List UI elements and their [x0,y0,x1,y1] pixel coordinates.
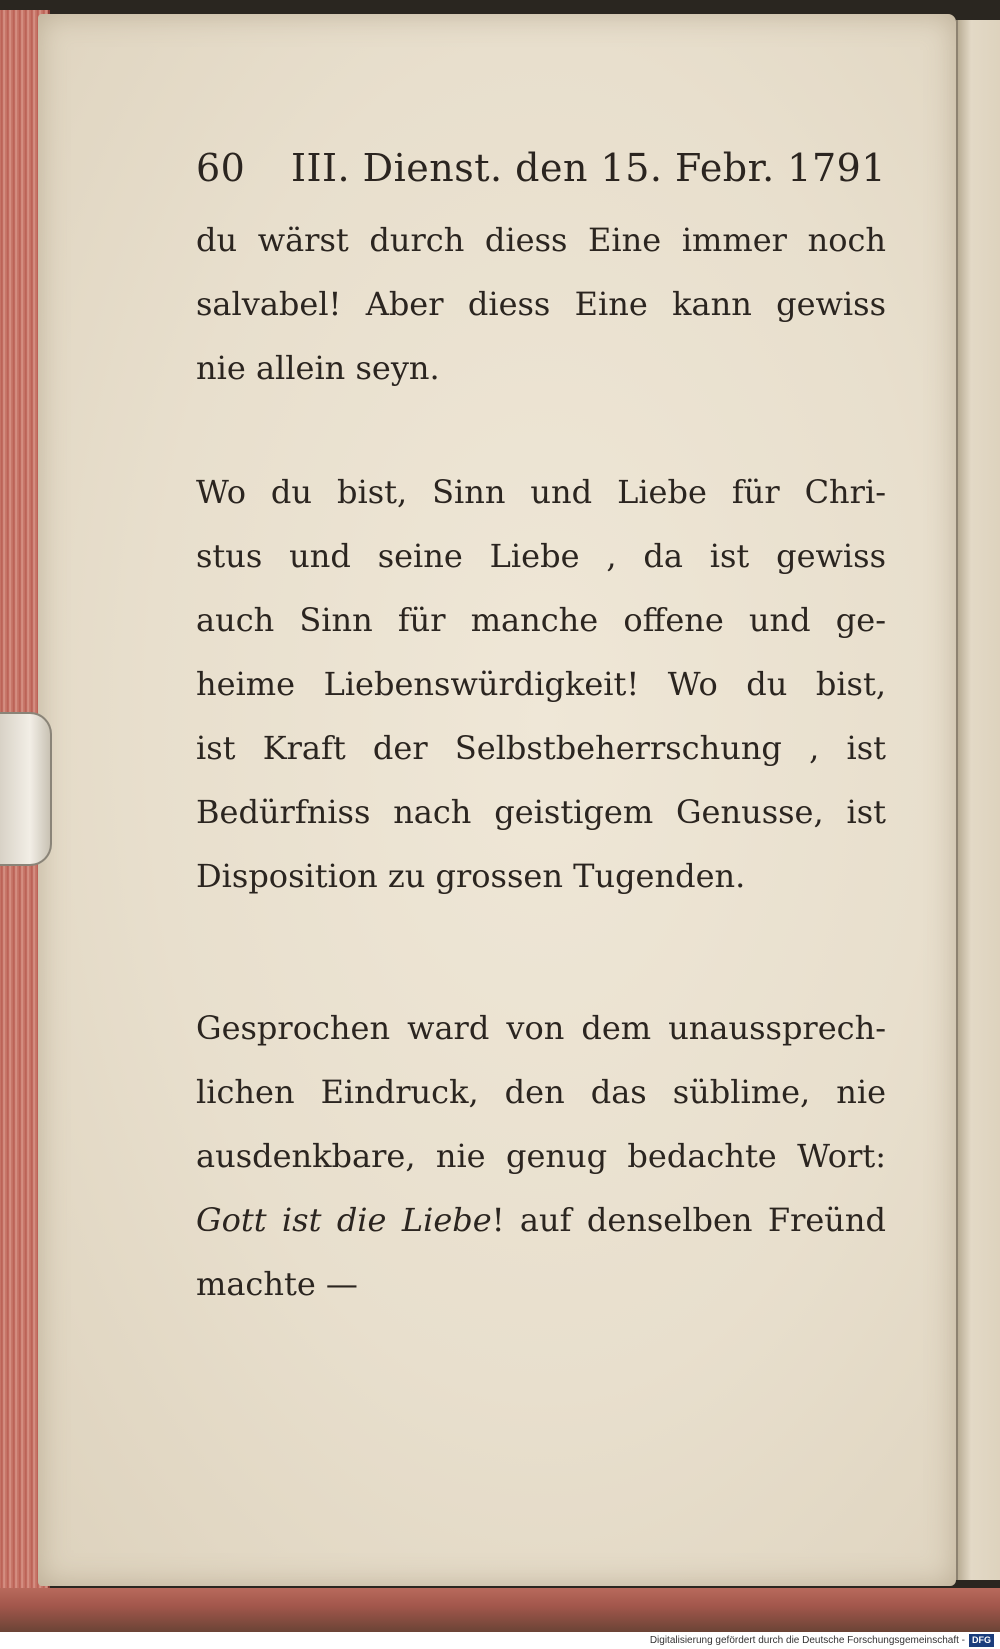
text-line: du wärst durch diess Eine immer noch [196,221,886,259]
text-line: auch Sinn für manche offene und ge- [196,601,886,639]
book-edge-bottom [0,1588,1000,1632]
running-title: III. Dienst. den 15. Febr. 1791 [290,146,886,190]
page-number: 60 [196,146,246,190]
text-line: Gesprochen ward von dem unaussprech- [196,1009,886,1047]
text-line: ist Kraft der Selbstbeherrschung , ist [196,729,886,767]
text-line-with-emphasis [196,1188,886,1252]
text-segment: ! auf denselben Freünd [491,1201,886,1239]
emphasis-text: Gott ist die Liebe [196,1201,492,1239]
text-line: salvabel! Aber diess Eine kann gewiss [196,285,886,323]
digitization-credit-bar [0,1632,1000,1649]
page-text [196,140,886,1316]
digitization-credit: Digitalisierung gefördert durch die Deutsche Forschungsgemeinschaft - [649,1635,965,1646]
text-line: nie allein seyn. [196,349,440,387]
text-line: lichen Eindruck, den das süblime, nie [196,1073,886,1111]
text-line: stus und seine Liebe , da ist gewiss [196,537,886,575]
paragraph-gap [196,400,886,460]
next-page-edge [956,20,1000,1580]
paragraph-2 [196,460,886,908]
text-line: machte — [196,1265,358,1303]
paragraph-gap [196,908,886,996]
text-line: Bedürfniss nach geistigem Genusse, ist [196,793,886,831]
text-line: heime Liebenswürdigkeit! Wo du bist, [196,665,886,703]
text-line: Disposition zu grossen Tugenden. [196,857,746,895]
paragraph-3 [196,996,886,1316]
text-line: Wo du bist, Sinn und Liebe für Chri- [196,473,886,511]
paragraph-1 [196,208,886,400]
book-clasp [0,712,52,866]
running-header [196,140,886,196]
text-line: ausdenkbare, nie genug bedachte Wort: [196,1137,886,1175]
dfg-logo: DFG [969,1634,994,1647]
